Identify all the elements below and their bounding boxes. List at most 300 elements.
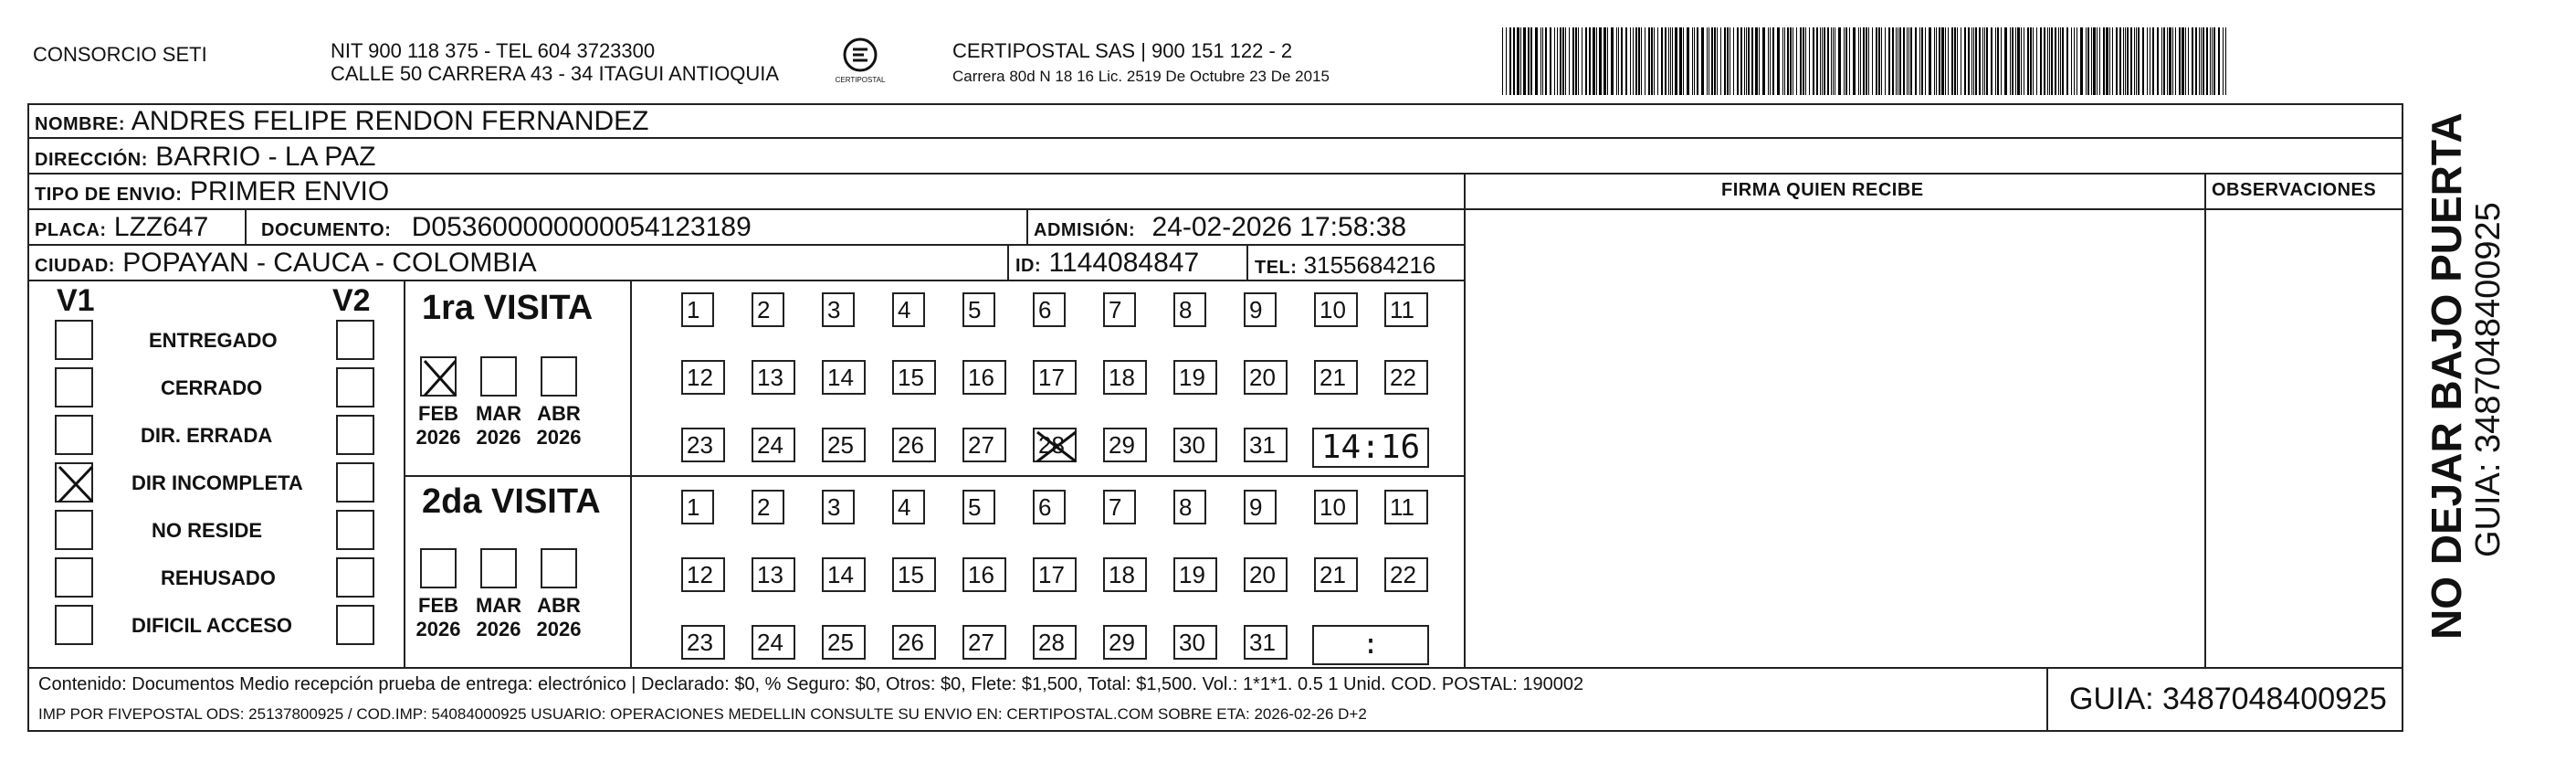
day-box[interactable]: 8: [1173, 292, 1206, 327]
barcode-bar: [2021, 27, 2022, 95]
barcode-bar: [2203, 27, 2204, 95]
firma-header: FIRMA QUIEN RECIBE: [1721, 180, 1924, 200]
footer-guia: GUIA: 3487048400925: [2069, 682, 2387, 716]
admision-value: 24-02-2026 17:58:38: [1151, 212, 1407, 242]
month-year: 2026: [415, 426, 461, 449]
day-box[interactable]: 19: [1173, 360, 1217, 395]
barcode-bar: [1863, 27, 1865, 95]
day-box[interactable]: 4: [892, 490, 925, 524]
barcode-bar: [1506, 27, 1507, 95]
barcode-bar: [1866, 27, 1867, 95]
barcode-bar: [1740, 27, 1742, 95]
v2-checkbox[interactable]: [336, 557, 374, 598]
barcode-bar: [1618, 27, 1619, 95]
barcode-bar: [1641, 27, 1642, 95]
barcode-bar: [1680, 27, 1681, 95]
time-box[interactable]: 14:16: [1312, 428, 1429, 468]
logo-text: CERTIPOSTAL: [835, 76, 886, 84]
day-box[interactable]: 3: [822, 292, 855, 327]
barcode-bar: [1687, 27, 1688, 95]
barcode-bar: [1604, 27, 1605, 95]
barcode-bar: [1809, 27, 1810, 95]
v1-checkbox[interactable]: [55, 462, 93, 503]
barcode-bar: [1824, 27, 1825, 95]
barcode-bar: [1888, 27, 1890, 95]
v1-checkbox[interactable]: [55, 605, 93, 645]
visit1-title: 1ra VISITA: [422, 289, 594, 327]
barcode-bar: [1550, 27, 1551, 95]
barcode-bar: [2010, 27, 2011, 95]
barcode-bar: [2058, 27, 2059, 95]
barcode-bar: [2091, 27, 2093, 95]
v2-checkbox[interactable]: [336, 510, 374, 550]
barcode-bar: [1844, 27, 1845, 95]
barcode-bar: [1816, 27, 1818, 95]
barcode-bar: [1919, 27, 1920, 95]
barcode-bar: [1941, 27, 1943, 95]
barcode-bar: [2097, 27, 2098, 95]
barcode-bar: [1518, 27, 1519, 95]
tipo-row: [35, 175, 389, 211]
day-box[interactable]: 10: [1314, 490, 1358, 524]
barcode-bar: [2103, 27, 2105, 95]
nombre-row: [35, 105, 648, 141]
barcode-bar: [1744, 27, 1745, 95]
barcode-bar: [1876, 27, 1877, 95]
barcode-bar: [1714, 27, 1716, 95]
v1-checkbox[interactable]: [55, 415, 93, 455]
day-box[interactable]: 31: [1244, 625, 1288, 660]
day-box[interactable]: 14: [822, 360, 866, 395]
month-checkbox[interactable]: [541, 356, 577, 397]
barcode-bar: [1784, 27, 1785, 95]
barcode-bar: [2147, 27, 2148, 95]
barcode-bar: [2123, 27, 2124, 95]
barcode-bar: [1845, 27, 1846, 95]
v1-checkbox[interactable]: [55, 510, 93, 550]
day-box[interactable]: 9: [1244, 292, 1277, 327]
barcode-bar: [2134, 27, 2135, 95]
barcode-bar: [2167, 27, 2169, 95]
barcode-bar: [1971, 27, 1972, 95]
barcode-bar: [1635, 27, 1637, 95]
v2-checkbox[interactable]: [336, 320, 374, 360]
barcode-bar: [2136, 27, 2137, 95]
direccion-value: BARRIO - LA PAZ: [155, 142, 376, 172]
direccion-row: [35, 141, 375, 176]
barcode-bar: [2077, 27, 2078, 95]
barcode-bar: [1936, 27, 1937, 95]
barcode-bar: [2071, 27, 2072, 95]
barcode-bar: [1724, 27, 1726, 95]
barcode-bar: [2040, 27, 2042, 95]
barcode-bar: [1910, 27, 1912, 95]
day-box[interactable]: 7: [1103, 292, 1136, 327]
barcode-bar: [1925, 27, 1927, 95]
barcode-bar: [1755, 27, 1756, 95]
documento-cell: [261, 211, 752, 247]
barcode-bar: [1599, 27, 1601, 95]
day-box[interactable]: 31: [1244, 428, 1288, 462]
barcode-bar: [1803, 27, 1804, 95]
barcode-bar: [1654, 27, 1655, 95]
day-box[interactable]: 7: [1103, 490, 1136, 524]
month-checkbox[interactable]: [480, 548, 517, 588]
day-box[interactable]: 13: [752, 557, 795, 592]
v2-checkbox[interactable]: [336, 367, 374, 407]
v2-checkbox[interactable]: [336, 415, 374, 455]
day-box[interactable]: 12: [681, 360, 725, 395]
day-box[interactable]: 30: [1173, 625, 1217, 660]
month-checkbox[interactable]: [541, 548, 577, 588]
barcode-bar: [1661, 27, 1663, 95]
barcode-bar: [1648, 27, 1650, 95]
day-box[interactable]: 23: [681, 625, 725, 660]
barcode-bar: [2127, 27, 2129, 95]
day-box[interactable]: 21: [1314, 360, 1358, 395]
day-number: 28: [1038, 431, 1065, 459]
barcode-bar: [1756, 27, 1757, 95]
day-box[interactable]: 22: [1384, 360, 1428, 395]
id-value: 1144084847: [1048, 248, 1200, 278]
barcode-bar: [2027, 27, 2029, 95]
barcode-bar: [1997, 27, 1998, 95]
barcode-bar: [1517, 27, 1518, 95]
day-box[interactable]: 18: [1103, 360, 1147, 395]
address-line: CALLE 50 CARRERA 43 - 34 ITAGUI ANTIOQUIA: [331, 62, 780, 85]
barcode-bar: [1835, 27, 1836, 95]
barcode-bar: [2195, 27, 2197, 95]
barcode-bar: [1979, 27, 1981, 95]
barcode-bar: [1768, 27, 1769, 95]
barcode-bar: [1720, 27, 1721, 95]
month-name: FEB: [418, 402, 458, 425]
day-box[interactable]: 27: [962, 625, 1006, 660]
month-name: MAR: [475, 402, 522, 425]
month-label: [531, 594, 586, 641]
barcode-bar: [2047, 27, 2048, 95]
tipo-label: TIPO DE ENVIO:: [35, 185, 183, 205]
v1-checkbox[interactable]: [55, 557, 93, 598]
barcode-bar: [1509, 27, 1511, 95]
barcode-bar: [2142, 27, 2144, 95]
day-box[interactable]: 27: [962, 428, 1006, 462]
placa-cell: [35, 211, 208, 247]
day-box[interactable]: [1033, 428, 1077, 462]
barcode-bar: [1701, 27, 1703, 95]
ciudad-cell: [35, 247, 537, 282]
barcode-bar: [1589, 27, 1591, 95]
barcode-bar: [1800, 27, 1802, 95]
barcode-bar: [1939, 27, 1940, 95]
barcode-bar: [1954, 27, 1956, 95]
month-checkbox[interactable]: [480, 356, 517, 397]
barcode: [1502, 27, 2228, 95]
nombre-label: NOMBRE:: [35, 114, 126, 134]
barcode-bar: [2055, 27, 2056, 95]
barcode-bar: [2192, 27, 2193, 95]
barcode-bar: [1611, 27, 1613, 95]
tipo-value: PRIMER ENVIO: [189, 176, 390, 206]
direccion-label: DIRECCIÓN:: [35, 150, 148, 170]
day-box[interactable]: 25: [822, 625, 866, 660]
barcode-bar: [1748, 27, 1750, 95]
company-name: CONSORCIO SETI: [33, 43, 207, 66]
month-year: 2026: [536, 618, 582, 640]
barcode-bar: [1995, 27, 1996, 95]
day-box[interactable]: 5: [962, 490, 995, 524]
barcode-bar: [2188, 27, 2189, 95]
day-box[interactable]: 15: [892, 360, 936, 395]
day-box[interactable]: 20: [1244, 557, 1288, 592]
barcode-bar: [1813, 27, 1814, 95]
barcode-bar: [1529, 27, 1530, 95]
admision-cell: [1034, 211, 1406, 247]
barcode-bar: [1957, 27, 1958, 95]
side-guia: GUIA: 3487048400925: [2469, 202, 2508, 557]
id-cell: [1015, 247, 1199, 282]
barcode-bar: [1805, 27, 1806, 95]
day-box[interactable]: 30: [1173, 428, 1217, 462]
day-box[interactable]: 17: [1033, 360, 1077, 395]
barcode-bar: [1668, 27, 1669, 95]
barcode-bar: [1907, 27, 1908, 95]
day-box[interactable]: 6: [1033, 292, 1066, 327]
license-line: Carrera 80d N 18 16 Lic. 2519 De Octubre 23 De 2015: [952, 68, 1330, 85]
day-box[interactable]: 5: [962, 292, 995, 327]
day-box[interactable]: 28: [1033, 625, 1077, 660]
visit2-title: 2da VISITA: [422, 482, 601, 521]
barcode-bar: [2017, 27, 2019, 95]
status-label: DIFICIL ACCESO: [131, 614, 293, 637]
v1-checkbox[interactable]: [55, 367, 93, 407]
barcode-bar: [1630, 27, 1631, 95]
barcode-bar: [1746, 27, 1747, 95]
barcode-bar: [1520, 27, 1522, 95]
certipostal-line: CERTIPOSTAL SAS | 900 151 122 - 2: [952, 39, 1293, 62]
month-label: [471, 402, 526, 450]
barcode-bar: [2125, 27, 2126, 95]
barcode-bar: [2213, 27, 2215, 95]
barcode-bar: [1921, 27, 1922, 95]
barcode-bar: [1697, 27, 1698, 95]
barcode-bar: [2060, 27, 2061, 95]
barcode-bar: [1711, 27, 1713, 95]
barcode-bar: [1838, 27, 1840, 95]
barcode-bar: [1777, 27, 1779, 95]
barcode-bar: [1831, 27, 1832, 95]
footer-line2: IMP POR FIVEPOSTAL ODS: 25137800925 / COD.IMP: 54084000925 USUARIO: OPERACIONES MEDELLIN CONSULTE SU ENVIO EN: CERTIPOSTAL.COM SOBRE ETA: 2026-02-26 D+2: [38, 705, 1367, 723]
barcode-bar: [1657, 27, 1658, 95]
id-label: ID:: [1015, 256, 1042, 276]
admision-label: ADMISIÓN:: [1034, 220, 1136, 240]
barcode-bar: [2004, 27, 2006, 95]
day-box[interactable]: 26: [892, 625, 936, 660]
day-box[interactable]: 1: [681, 292, 714, 327]
barcode-bar: [1672, 27, 1674, 95]
barcode-bar: [1572, 27, 1574, 95]
day-box[interactable]: 2: [752, 292, 784, 327]
documento-label: DOCUMENTO:: [261, 220, 392, 240]
day-box[interactable]: 23: [681, 428, 725, 462]
v2-checkbox[interactable]: [336, 605, 374, 645]
barcode-bar: [1607, 27, 1609, 95]
barcode-bar: [1827, 27, 1829, 95]
barcode-bar: [1885, 27, 1886, 95]
month-year: 2026: [476, 618, 521, 640]
day-box[interactable]: 20: [1244, 360, 1288, 395]
barcode-bar: [1575, 27, 1577, 95]
barcode-bar: [1986, 27, 1988, 95]
day-box[interactable]: 26: [892, 428, 936, 462]
day-box[interactable]: 16: [962, 360, 1006, 395]
barcode-bar: [1737, 27, 1739, 95]
barcode-bar: [1833, 27, 1834, 95]
barcode-bar: [2001, 27, 2003, 95]
barcode-bar: [1820, 27, 1821, 95]
status-label: DIR INCOMPLETA: [131, 471, 303, 494]
barcode-bar: [1717, 27, 1718, 95]
day-box[interactable]: 14: [822, 557, 866, 592]
status-label: NO RESIDE: [152, 519, 263, 542]
barcode-bar: [1528, 27, 1529, 95]
barcode-bar: [1621, 27, 1623, 95]
barcode-bar: [1991, 27, 1992, 95]
barcode-bar: [1892, 27, 1894, 95]
barcode-bar: [1638, 27, 1640, 95]
day-box[interactable]: 11: [1384, 292, 1428, 327]
month-label: [411, 594, 466, 641]
month-checkbox[interactable]: [420, 548, 457, 588]
barcode-bar: [2185, 27, 2186, 95]
ciudad-value: POPAYAN - CAUCA - COLOMBIA: [122, 248, 537, 278]
barcode-bar: [1665, 27, 1667, 95]
day-box[interactable]: 1: [681, 490, 714, 524]
barcode-bar: [1899, 27, 1901, 95]
month-label: [531, 402, 586, 450]
day-box[interactable]: 18: [1103, 557, 1147, 592]
barcode-bar: [1578, 27, 1579, 95]
day-box[interactable]: 12: [681, 557, 725, 592]
tel-label: TEL:: [1255, 258, 1298, 278]
barcode-bar: [1565, 27, 1566, 95]
barcode-bar: [1782, 27, 1783, 95]
time-box[interactable]: :: [1312, 625, 1429, 665]
month-label: [411, 402, 466, 450]
barcode-bar: [1675, 27, 1677, 95]
barcode-bar: [2015, 27, 2017, 95]
day-box[interactable]: 24: [752, 428, 795, 462]
day-box[interactable]: 6: [1033, 490, 1066, 524]
barcode-bar: [1849, 27, 1851, 95]
barcode-bar: [1951, 27, 1953, 95]
month-name: ABR: [537, 594, 581, 617]
status-label: ENTREGADO: [149, 329, 278, 352]
barcode-bar: [2138, 27, 2140, 95]
barcode-bar: [2172, 27, 2173, 95]
barcode-bar: [1975, 27, 1977, 95]
barcode-bar: [1683, 27, 1685, 95]
barcode-bar: [2201, 27, 2202, 95]
day-box[interactable]: 11: [1384, 490, 1428, 524]
barcode-bar: [1540, 27, 1541, 95]
barcode-bar: [2225, 27, 2226, 95]
barcode-bar: [1651, 27, 1653, 95]
placa-value: LZZ647: [113, 212, 209, 242]
barcode-bar: [2033, 27, 2034, 95]
barcode-bar: [1868, 27, 1869, 95]
barcode-bar: [1860, 27, 1861, 95]
barcode-bar: [1727, 27, 1729, 95]
status-label: CERRADO: [161, 376, 263, 399]
month-year: 2026: [536, 426, 582, 449]
day-box[interactable]: 29: [1103, 428, 1147, 462]
month-name: MAR: [475, 594, 522, 617]
day-box[interactable]: 24: [752, 625, 795, 660]
day-box[interactable]: 10: [1314, 292, 1358, 327]
barcode-bar: [1872, 27, 1873, 95]
barcode-bar: [2030, 27, 2032, 95]
day-box[interactable]: 15: [892, 557, 936, 592]
day-box[interactable]: 4: [892, 292, 925, 327]
barcode-bar: [2179, 27, 2181, 95]
month-checkbox[interactable]: [420, 356, 457, 397]
day-box[interactable]: 8: [1173, 490, 1206, 524]
barcode-bar: [2086, 27, 2087, 95]
nit-line: NIT 900 118 375 - TEL 604 3723300: [331, 39, 656, 62]
barcode-bar: [2175, 27, 2176, 95]
barcode-bar: [2080, 27, 2082, 95]
documento-value: D053600000000054123189: [411, 212, 752, 242]
barcode-bar: [1896, 27, 1897, 95]
barcode-bar: [2152, 27, 2154, 95]
barcode-bar: [2130, 27, 2132, 95]
barcode-bar: [1554, 27, 1555, 95]
status-label: REHUSADO: [161, 566, 276, 589]
month-label: [471, 594, 526, 641]
barcode-bar: [2066, 27, 2068, 95]
barcode-bar: [2049, 27, 2050, 95]
v1-checkbox[interactable]: [55, 320, 93, 360]
day-box[interactable]: 9: [1244, 490, 1277, 524]
day-box[interactable]: 17: [1033, 557, 1077, 592]
day-box[interactable]: 13: [752, 360, 795, 395]
barcode-bar: [1787, 27, 1789, 95]
barcode-bar: [1982, 27, 1983, 95]
barcode-bar: [1530, 27, 1532, 95]
barcode-bar: [1633, 27, 1634, 95]
day-box[interactable]: 22: [1384, 557, 1428, 592]
barcode-bar: [1790, 27, 1792, 95]
day-box[interactable]: 2: [752, 490, 784, 524]
day-box[interactable]: 3: [822, 490, 855, 524]
barcode-bar: [1822, 27, 1823, 95]
tel-cell: [1255, 249, 1435, 284]
day-box[interactable]: 25: [822, 428, 866, 462]
barcode-bar: [2206, 27, 2208, 95]
day-box[interactable]: 21: [1314, 557, 1358, 592]
barcode-bar: [2223, 27, 2224, 95]
v2-checkbox[interactable]: [336, 462, 374, 503]
status-label: DIR. ERRADA: [141, 424, 273, 447]
barcode-bar: [2116, 27, 2118, 95]
barcode-bar: [1707, 27, 1708, 95]
v1-label: V1: [57, 283, 95, 318]
day-box[interactable]: 16: [962, 557, 1006, 592]
day-box[interactable]: 29: [1103, 625, 1147, 660]
barcode-bar: [1513, 27, 1515, 95]
day-box[interactable]: 19: [1173, 557, 1217, 592]
